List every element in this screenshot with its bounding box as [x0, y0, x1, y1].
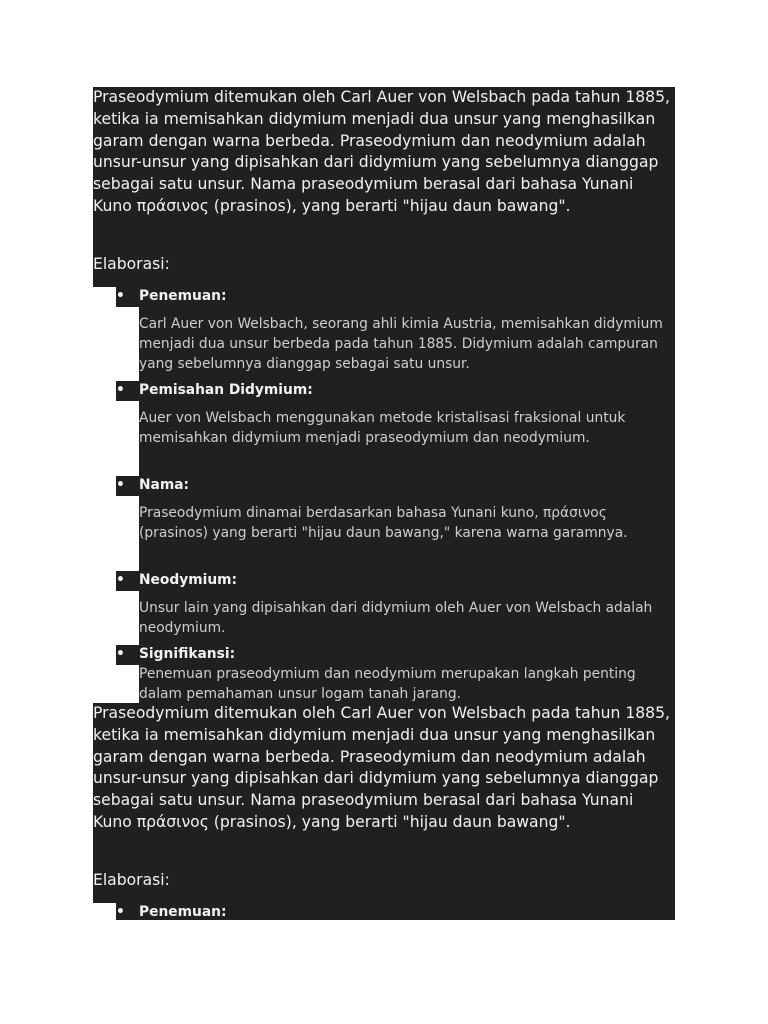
intro-paragraph: Praseodymium ditemukan oleh Carl Auer von Welsbach pada tahun 1885, ketika ia memisahkan didymium menjadi dua unsur yang menghasilkan garam dengan warna berbeda. Praseodymium dan neodymium adalah unsur-unsur yang dipisahkan dari didymium yang sebelumnya dianggap sebagai satu unsur. Nama praseodymium berasal dari bahasa Yunani Kuno πράσινος (prasinos), yang berarti "hijau daun bawang". [93, 704, 670, 831]
list-item-title: • Neodymium: [116, 572, 238, 588]
list-item-title: • Pemisahan Didymium: [116, 382, 313, 398]
list-item-description: Carl Auer von Welsbach, seorang ahli kimia Austria, memisahkan didymium menjadi dua unsur berbeda pada tahun 1885. Didymium adalah campuran yang sebelumnya dianggap sebagai satu unsur. [139, 316, 663, 372]
bullet-icon: • [116, 477, 125, 493]
list-item-description: Praseodymium dinamai berdasarkan bahasa Yunani kuno, πράσινος (prasinos) yang berarti "hijau daun bawang," karena warna garamnya. [139, 505, 628, 541]
intro-paragraph: Praseodymium ditemukan oleh Carl Auer von Welsbach pada tahun 1885, ketika ia memisahkan didymium menjadi dua unsur yang menghasilkan garam dengan warna berbeda. Praseodymium dan neodymium adalah unsur-unsur yang dipisahkan dari didymium yang sebelumnya dianggap sebagai satu unsur. Nama praseodymium berasal dari bahasa Yunani Kuno πράσινος (prasinos), yang berarti "hijau daun bawang". [93, 88, 670, 215]
list-item-description: Penemuan praseodymium dan neodymium merupakan langkah penting dalam pemahaman unsur logam tanah jarang. [139, 666, 636, 702]
list-item-description: Auer von Welsbach menggunakan metode kristalisasi fraksional untuk memisahkan didymium menjadi praseodymium dan neodymium. [139, 410, 626, 446]
list-item-title: • Penemuan: [116, 904, 227, 920]
list-item-title: • Penemuan: [116, 288, 227, 304]
bullet-icon: • [116, 572, 125, 588]
elaboration-label: Elaborasi: [93, 871, 170, 889]
bullet-icon: • [116, 904, 125, 920]
content-block-1 [93, 87, 675, 707]
elaboration-label: Elaborasi: [93, 255, 170, 273]
list-item-description: Unsur lain yang dipisahkan dari didymium oleh Auer von Welsbach adalah neodymium. [139, 600, 653, 636]
document-page [93, 87, 675, 920]
list-item-title: • Nama: [116, 477, 190, 493]
bullet-icon: • [116, 382, 125, 398]
bullet-icon: • [116, 646, 125, 662]
list-item-title: • Signifikansi: [116, 646, 236, 662]
content-block-2 [93, 703, 675, 920]
bullet-icon: • [116, 288, 125, 304]
